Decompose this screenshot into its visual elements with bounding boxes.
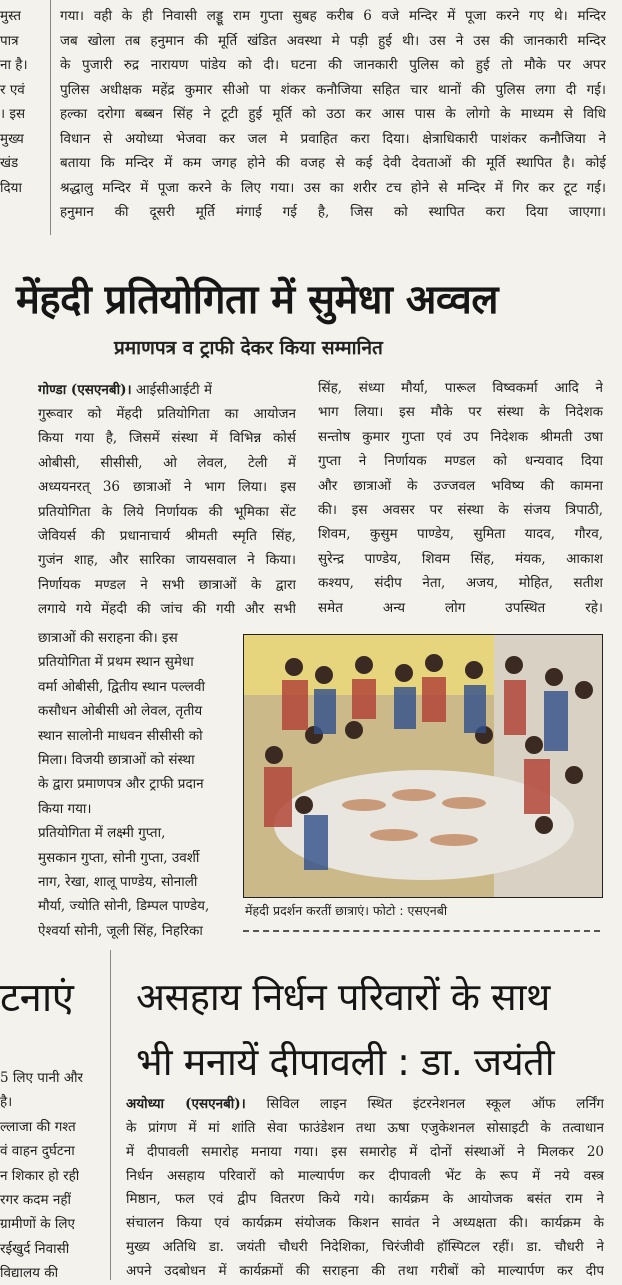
mehndi-col1-line: मौर्या, ज्योति सोनी, डिम्पल पाण्डेय, bbox=[38, 898, 210, 915]
column-fragment-line: मुख्य bbox=[0, 130, 24, 147]
mehndi-headline: मेंहदी प्रतियोगिता में सुमेधा अव्वल bbox=[16, 277, 499, 323]
mehndi-col1-line: के द्वारा प्रमाणपत्र और ट्राफी प्रदान bbox=[38, 776, 204, 793]
mehndi-col1-line: प्रतियोगिता के लिये निर्णायक की भूमिका सेंट bbox=[38, 503, 296, 520]
photo-students-mehndi bbox=[243, 634, 603, 898]
separator-mehndi-end bbox=[243, 930, 600, 932]
diwali-line: अपने उदबोधन में कार्यक्रमों की सराहना की तथा गरीबों को माल्यार्पण कर दीप bbox=[126, 1262, 604, 1279]
diwali-headline-line1: असहाय निर्धन परिवारों के साथ bbox=[136, 975, 550, 1019]
mehndi-first-line: आईसीआईटी में bbox=[135, 382, 213, 398]
mehndi-col2-line: कश्यप, संदीप नेता, अजय, मोहित, सतीश bbox=[318, 575, 603, 592]
mehndi-col2-line: सन्तोष कुमार गुप्ता एवं उप निदेशक श्रीमती उषा bbox=[318, 428, 603, 445]
column-divider bbox=[50, 0, 51, 235]
mehndi-col2-line: सुरेन्द्र पाण्डेय, शिवम सिंह, मंयक, आकाश bbox=[318, 550, 603, 567]
photo-illustration bbox=[244, 635, 602, 897]
diwali-line: निर्धन असहाय परिवारों को माल्यार्पण कर दीपावली भेंट के रूप में नये वस्त्र bbox=[126, 1167, 604, 1184]
mehndi-col1-line: प्रतियोगिता में प्रथम स्थान सुमेधा bbox=[38, 654, 194, 671]
mehndi-col2-line: सिंह, संध्या मौर्या, पारूल विष्वकर्मा आदि ने bbox=[318, 380, 603, 396]
story-line: जब खोला तब हनुमान की मूर्ति खंडित अवस्था मे पड़ी हुई थी। उस ने उस की जानकारी मन्दिर bbox=[60, 32, 606, 49]
mehndi-col1-line: मुसकान गुप्ता, सोनी गुप्ता, उवर्शी bbox=[38, 849, 200, 866]
mehndi-col1-line: अध्ययनरत् 36 छात्राओं ने भाग लिया। इस bbox=[38, 479, 296, 496]
bottom-left-line: न शिकार हो रही bbox=[0, 1167, 80, 1184]
diwali-first-line bbox=[126, 1092, 604, 1116]
mehndi-col1-line: किया गया है, जिसमें संस्था में विभिन्न कोर्स bbox=[38, 430, 296, 447]
diwali-line: संचालन किया एवं कार्यक्रम संयोजक किशन सावंत ने अध्यक्षता की। कार्यक्रम के bbox=[126, 1215, 604, 1232]
mehndi-col2-line: शिवम, कुसुम पाण्डेय, सुमिता यादव, गौरव, bbox=[318, 526, 603, 543]
diwali-line: के प्रांगण में मां शांति सेवा फाउंडेशन तथा ऊषा एजुकेशनल सोसाइटी के तत्वाधान bbox=[126, 1120, 604, 1136]
mehndi-col1-line: मिला। विजयी छात्राओं को संस्था bbox=[38, 752, 195, 768]
story-line: हल्का दरोगा बब्बन सिंह ने टूटी हुई मूर्ति को उठा कर आस पास के लोगो के माध्यम से विधि bbox=[60, 106, 606, 122]
bottom-left-line: वं वाहन दुर्घटना bbox=[0, 1143, 75, 1160]
diwali-first-line-text: सिविल लाइन स्थित इंटरनेशनल स्कूल ऑफ लर्निंग bbox=[266, 1096, 604, 1112]
mehndi-col1-line: किया गया। bbox=[38, 800, 92, 817]
mehndi-col1-line: नाग, रेखा, शालू पाण्डेय, सोनाली bbox=[38, 874, 198, 890]
photo-caption: मेंहदी प्रदर्शन करतीं छात्राएं। फोटो : एसएनबी bbox=[245, 903, 448, 918]
bottom-left-line: ग्रामीणों के लिए bbox=[0, 1216, 76, 1233]
mehndi-col1-line: गुरूवार को मेंहदी प्रतियोगिता का आयोजन bbox=[38, 406, 296, 422]
story-line: हनुमान की दूसरी मूर्ति मंगाई गई है, जिस को स्थापित करा दिया जाएगा। bbox=[60, 204, 606, 220]
bottom-column-divider bbox=[110, 950, 111, 1280]
mehndi-col1-line: जेवियर्स की प्रधानाचार्य श्रीमती स्मृति सिंह, bbox=[38, 528, 296, 544]
mehndi-col1-line: गुजंन शाह, और सारिका जायसवाल ने किया। bbox=[38, 552, 296, 569]
mehndi-col1-line: स्थान सालोनी माधवन सीसीसी को bbox=[38, 727, 203, 744]
mehndi-deck: प्रमाणपत्र व ट्राफी देकर किया सम्मानित bbox=[114, 337, 383, 359]
story-line: बताया कि मन्दिर में कम जगह होने की वजह से कई देवी देवताओं की मूर्ति स्थापित है। कोई bbox=[60, 155, 606, 171]
column-fragment-line: पात्र bbox=[0, 32, 19, 49]
diwali-line: में दीपावली समारोह मनाया गया। इस समारोह में दोनों संस्थाओं ने मिलकर 20 bbox=[126, 1143, 604, 1160]
diwali-dateline: अयोध्या (एसएनबी)। bbox=[126, 1096, 246, 1112]
mehndi-col1-line: ऐश्वर्या सोनी, जूली सिंह, निहरिका bbox=[38, 922, 203, 939]
mehndi-col1-line: वर्मा ओबीसी, द्वितीय स्थान पल्लवी bbox=[38, 678, 205, 695]
column-fragment-line: मुस्त bbox=[0, 8, 22, 24]
story-line: गया। वही के ही निवासी लड्डू राम गुप्ता सुबह करीब 6 वजे मन्दिर में पूजा करने गए थे। मन्दिर bbox=[60, 8, 606, 24]
diwali-line: मुख्य अतिथि डा. जयंती चौधरी निदेशिका, चिरंजीवी हॉस्पिटल रहीं। डा. चौधरी ने bbox=[126, 1239, 604, 1255]
bottom-left-headline: टनाएं bbox=[0, 975, 74, 1021]
bottom-left-line: ल्लाजा की गश्त bbox=[0, 1118, 76, 1135]
bottom-left-line: 5 लिए पानी और bbox=[0, 1070, 84, 1086]
bottom-left-line: विद्यालय की bbox=[0, 1265, 59, 1282]
story-line: श्रद्धालु मन्दिर में पूजा करने के लिए गया। उस का शरीर टच होने से मन्दिर में गिर कर टूट गई। bbox=[60, 179, 606, 196]
mehndi-dateline: गोण्डा (एसएनबी)। bbox=[38, 382, 132, 398]
story-line: पुलिस अधीक्षक महेंद्र कुमार सीओ पा शंकर कनौजिया सहित चार थानों की पुलिस लगा दी गई। bbox=[60, 81, 606, 98]
mehndi-col1-line: छात्राओं की सराहना की। इस bbox=[38, 630, 178, 646]
column-fragment-line: खंड bbox=[0, 155, 19, 171]
story-line: विधान से अयोध्या भेजवा कर जल मे प्रवाहित करा दिया। क्षेत्राधिकारी पाशंकर कनौजिया ने bbox=[60, 130, 606, 147]
mehndi-col1-line: निर्णायक मण्डल ने सभी छात्राओं के द्वारा bbox=[38, 576, 296, 593]
mehndi-col2-line: गुप्ता ने निर्णायक मण्डल को धन्यवाद दिया bbox=[318, 453, 603, 470]
mehndi-col1-line: प्रतियोगिता में लक्ष्मी गुप्ता, bbox=[38, 825, 166, 842]
mehndi-col1-line: कसौधन ओबीसी ओ लेवल, तृतीय bbox=[38, 703, 203, 720]
mehndi-col2-line: भाग लिया। इस मौके पर संस्था के निदेशक bbox=[318, 404, 603, 421]
column-fragment-line: दिया bbox=[0, 179, 22, 196]
mehndi-col2-line: समेत अन्य लोग उपस्थित रहे। bbox=[318, 599, 603, 616]
column-fragment-line: र एवं bbox=[0, 81, 25, 98]
story-line: के पुजारी रुद्र नारायण पांडेय को दी। घटना की जानकारी पुलिस को हुई तो मौके पर अपर bbox=[60, 57, 606, 73]
bottom-left-line: रगर कदम नहीं bbox=[0, 1192, 71, 1208]
mehndi-col1-line: लगाये गये मेंहदी की जांच की गयी और सभी bbox=[38, 601, 296, 618]
diwali-line: मिष्ठान, फल एवं द्वीप वितरण किये गये। कार्यक्रम के आयोजक बसंत राम ने bbox=[126, 1191, 604, 1208]
mehndi-col2-line: और छात्राओं के उज्जवल भविष्य की कामना bbox=[318, 477, 603, 494]
diwali-headline-line2: भी मनायें दीपावली : डा. जयंती bbox=[136, 1040, 555, 1084]
mehndi-dateline-line bbox=[38, 378, 212, 402]
bottom-left-line: रईखुर्द निवासी bbox=[0, 1240, 70, 1257]
bottom-left-line: है। bbox=[0, 1094, 13, 1111]
column-fragment-line: ना है। bbox=[0, 57, 28, 73]
mehndi-col2-line: की। इस अवसर पर संस्था के संजय त्रिपाठी, bbox=[318, 502, 603, 518]
mehndi-col1-line: ओबीसी, सीसीसी, ओ लेवल, टेली में bbox=[38, 454, 296, 471]
column-fragment-line: । इस bbox=[0, 106, 26, 122]
